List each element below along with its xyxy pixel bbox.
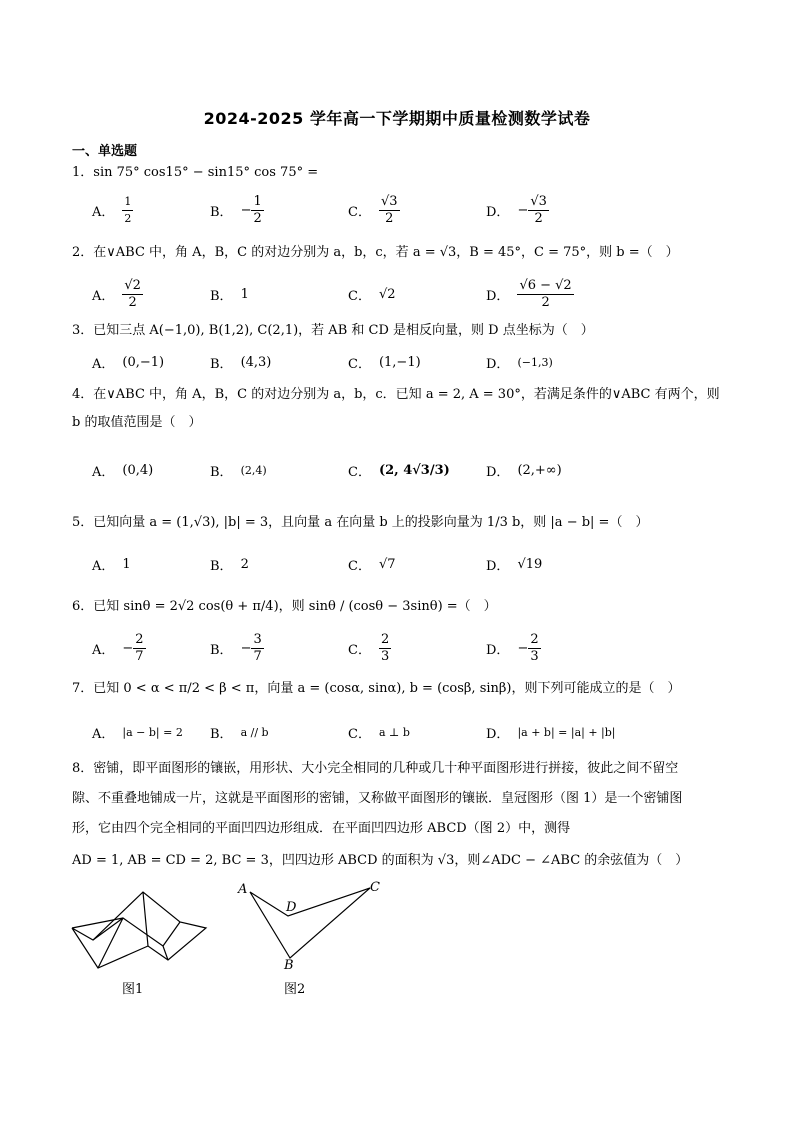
question-6-stem: 6．已知 sinθ = 2√2 cos(θ + π/4)，则 sinθ / (cosθ − 3sinθ) =（ ）: [72, 599, 497, 614]
option-b[interactable]: B． (4,3): [210, 354, 272, 372]
option-b[interactable]: B． − $\frac{1}{2}$: [210, 193, 262, 226]
question-3-options: [92, 344, 722, 380]
option-a[interactable]: A． $\frac{1}{2}$: [92, 194, 132, 225]
question-7-options: [92, 714, 722, 750]
question-7-stem: 7．已知 0 < α < π/2 < β < π，向量 a = (cosα, sinα), b = (cosβ, sinβ)，则下列可能成立的是（ ）: [72, 681, 681, 696]
option-c[interactable]: C． (2, 4√3/3): [348, 462, 450, 480]
option-b[interactable]: B． a // b: [210, 725, 269, 742]
question-4-stem: 4．在∨ABC 中，角 A，B，C 的对边分别为 a，b，c．已知 a = 2, A = 30°，若满足条件的∨ABC 有两个，则: [72, 387, 720, 402]
option-d[interactable]: D． (−1,3): [486, 355, 553, 372]
option-c[interactable]: C． √7: [348, 556, 396, 574]
question-1-options: [92, 192, 722, 228]
question-8-line-1: 8．密铺，即平面图形的镶嵌，用形状、大小完全相同的几种或几十种平面图形进行拼接，彼此之间不留空: [72, 761, 679, 776]
question-5-options: [92, 546, 722, 582]
question-4-stem-cont: b 的取值范围是（ ）: [72, 415, 202, 430]
point-d-label: D: [286, 900, 297, 915]
option-d[interactable]: D． − $\frac{√3}{2}$: [486, 193, 547, 226]
question-1-stem: 1．sin 75° cos15° − sin15° cos 75° =: [72, 165, 319, 180]
option-d[interactable]: D． (2,+∞): [486, 462, 562, 480]
option-a[interactable]: A． |a − b| = 2: [92, 725, 183, 742]
fraction: $\frac{√6 - √2}{2}$: [519, 277, 572, 310]
question-6-options: [92, 630, 722, 666]
point-c-label: C: [370, 880, 380, 895]
option-d[interactable]: D． $\frac{√6 - √2}{2}$: [486, 277, 572, 310]
fraction: $\frac{3}{7}$: [253, 631, 262, 664]
option-d[interactable]: D． |a + b| = |a| + |b|: [486, 725, 616, 742]
option-c[interactable]: C． (1,−1): [348, 354, 421, 372]
question-2-options: [92, 276, 722, 312]
fraction: $\frac{√3}{2}$: [380, 193, 398, 226]
question-8-line-3: 形，它由四个完全相同的平面凹四边形组成．在平面凹四边形 ABCD（图 2）中，测得: [72, 821, 571, 836]
option-a[interactable]: A． − $\frac{2}{7}$: [92, 631, 144, 664]
fraction: $\frac{1}{2}$: [253, 193, 262, 226]
option-b[interactable]: B． (2,4): [210, 463, 267, 480]
page-title: 2024-2025 学年高一下学期期中质量检测数学试卷: [203, 109, 591, 128]
figure-1-caption: 图1: [122, 982, 144, 997]
fraction: $\frac{2}{3}$: [530, 631, 539, 664]
option-b[interactable]: B． 1: [210, 286, 249, 304]
option-c[interactable]: C． a ⊥ b: [348, 725, 410, 742]
question-8-line-2: 隙、不重叠地铺成一片，这就是平面图形的密铺，又称做平面图形的镶嵌．皇冠图形（图 1）是一个密铺图: [72, 791, 683, 806]
point-a-label: A: [238, 882, 248, 897]
fraction: $\frac{2}{3}$: [380, 631, 390, 664]
option-d[interactable]: D． − $\frac{2}{3}$: [486, 631, 539, 664]
option-c[interactable]: C． √2: [348, 286, 396, 304]
option-a[interactable]: A． (0,4): [92, 462, 154, 480]
question-2-stem: 2．在∨ABC 中，角 A，B，C 的对边分别为 a，b，c，若 a = √3，B = 45°，C = 75°，则 b =（ ）: [72, 245, 679, 260]
option-d[interactable]: D． √19: [486, 556, 543, 574]
option-b[interactable]: B． 2: [210, 556, 249, 574]
crown-figure: [68, 888, 218, 972]
option-c[interactable]: C． $\frac{√3}{2}$: [348, 193, 398, 226]
fraction: $\frac{1}{2}$: [124, 194, 132, 225]
fraction: $\frac{√3}{2}$: [530, 193, 547, 226]
option-a[interactable]: A． $\frac{√2}{2}$: [92, 277, 141, 310]
fraction: $\frac{√2}{2}$: [124, 277, 141, 310]
figure-2-caption: 图2: [284, 982, 306, 997]
option-b[interactable]: B． − $\frac{3}{7}$: [210, 631, 262, 664]
point-b-label: B: [284, 958, 294, 973]
option-a[interactable]: A． (0,−1): [92, 354, 165, 372]
section-heading: 一、单选题: [72, 144, 138, 159]
option-a[interactable]: A． 1: [92, 556, 131, 574]
question-8-line-4: AD = 1, AB = CD = 2, BC = 3，凹四边形 ABCD 的面积为 √3，则∠ADC − ∠ABC 的余弦值为（ ）: [72, 853, 689, 868]
fraction: $\frac{2}{7}$: [135, 631, 144, 664]
question-5-stem: 5．已知向量 a = (1,√3), |b| = 3，且向量 a 在向量 b 上的投影向量为 1/3 b，则 |a − b| =（ ）: [72, 515, 649, 530]
question-3-stem: 3．已知三点 A(−1,0), B(1,2), C(2,1)，若 AB 和 CD 是相反向量，则 D 点坐标为（ ）: [72, 323, 594, 338]
option-c[interactable]: C． $\frac{2}{3}$: [348, 631, 390, 664]
quadrilateral-figure: [236, 878, 384, 972]
question-4-options: [92, 452, 722, 488]
